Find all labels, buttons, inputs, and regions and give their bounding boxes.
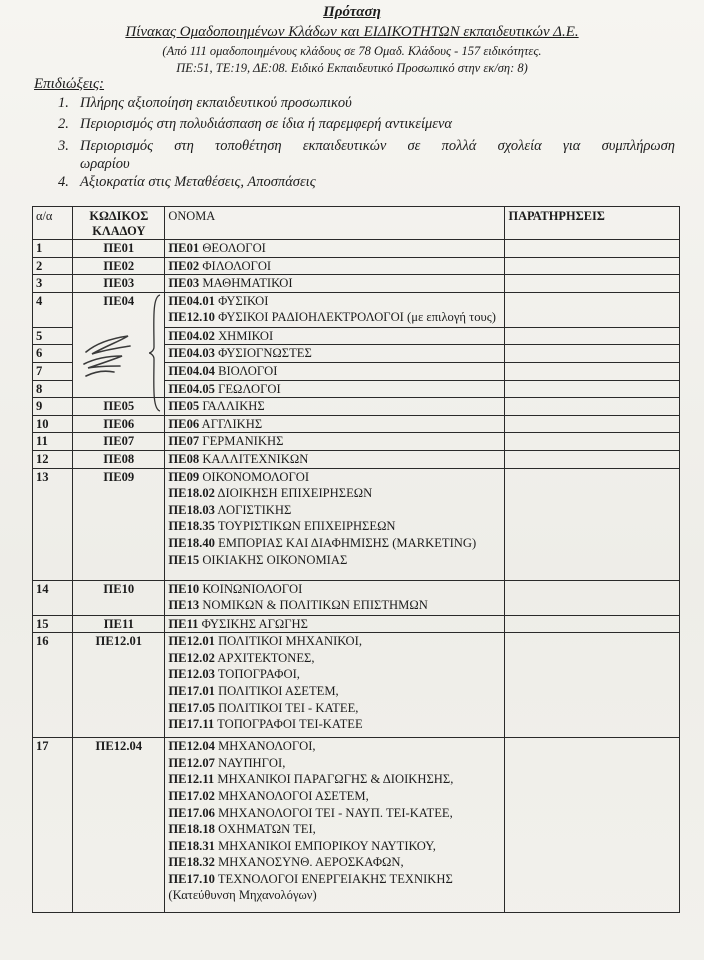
specialty-name: ΠΟΛΙΤΙΚΟΙ ΑΣΕΤΕΜ, [214, 683, 339, 698]
specialty-entry [168, 328, 501, 345]
row-names [165, 580, 505, 615]
table-row [33, 433, 680, 451]
specialty-code: ΠΕ17.01 [168, 683, 215, 698]
document-note-2: ΠΕ:51, ΤΕ:19, ΔΕ:08. Ειδικό Εκπαιδευτικό Προσωπικό στην εκ/ση: 8) [176, 61, 528, 75]
specialty-code: ΠΕ15 [168, 552, 200, 567]
row-code: ΠΕ12.01 [73, 633, 165, 738]
document-title: Πρόταση [323, 4, 381, 20]
specialty-code: ΠΕ18.02 [168, 486, 215, 501]
table-row [33, 275, 680, 293]
specialty-code: ΠΕ17.06 [168, 805, 215, 820]
row-code: ΠΕ05 [73, 398, 165, 416]
specialty-code: ΠΕ05 [168, 399, 200, 414]
row-code: ΠΕ10 [73, 580, 165, 615]
specialty-name: ΛΟΓΙΣΤΙΚΗΣ [214, 502, 292, 517]
specialty-name: ΦΙΛΟΛΟΓΟΙ [199, 258, 272, 273]
col-header-notes: ΠΑΡΑΤΗΡΗΣΕΙΣ [505, 207, 680, 240]
specialty-code: ΠΕ18.40 [168, 535, 215, 550]
table-row [33, 633, 680, 738]
specialty-code: ΠΕ17.05 [168, 700, 215, 715]
specialty-entry [168, 854, 501, 871]
specialty-entry [168, 258, 501, 275]
specialty-entry [168, 381, 501, 398]
specialty-name: ΓΕΩΛΟΓΟΙ [214, 381, 281, 396]
goal-text: Περιορισμός στη πολυδιάσπαση σε ίδια ή παρεμφερή αντικείμενα [80, 116, 453, 132]
specialty-name: ΜΑΘΗΜΑΤΙΚΟΙ [199, 276, 293, 291]
row-names [165, 633, 505, 738]
goal-item: 3. Περιορισμός στη τοποθέτηση εκπαιδευτικών σε πολλά σχολεία για συμπλήρωση ωραρίου [58, 138, 675, 172]
specialty-name: ΜΗΧΑΝΙΚΟΙ ΠΑΡΑΓΩΓΗΣ & ΔΙΟΙΚΗΣΗΣ, [214, 772, 454, 787]
row-index: 3 [33, 275, 73, 293]
specialty-name: (Κατεύθυνση Μηχανολόγων) [168, 888, 317, 903]
specialty-entry [168, 616, 501, 633]
specialty-code: ΠΕ12.01 [168, 634, 215, 649]
specialty-name: ΦΥΣΙΚΟΙ [214, 293, 269, 308]
specialty-name: ΦΥΣΙΚΟΙ ΡΑΔΙΟΗΛΕΚΤΡΟΛΟΓΟΙ (με επιλογή τους) [214, 310, 496, 325]
specialty-code: ΠΕ09 [168, 469, 200, 484]
table-row [33, 292, 680, 327]
specialty-code: ΠΕ02 [168, 258, 200, 273]
specialty-name: ΓΕΡΜΑΝΙΚΗΣ [199, 434, 284, 449]
row-index: 16 [33, 633, 73, 738]
row-names [165, 327, 505, 345]
row-notes [505, 580, 680, 615]
row-notes [505, 450, 680, 468]
specialty-code: ΠΕ08 [168, 451, 200, 466]
row-names [165, 362, 505, 380]
document-note-1: (Από 111 ομαδοποιημένους κλάδους σε 78 Ομαδ. Κλάδους - 157 ειδικότητες. [162, 44, 542, 58]
row-code: ΠΕ07 [73, 433, 165, 451]
specialty-code: ΠΕ18.18 [168, 822, 215, 837]
specialty-code: ΠΕ01 [168, 241, 200, 255]
table-row [33, 415, 680, 433]
row-notes [505, 633, 680, 738]
specialty-code: ΠΕ04.03 [168, 346, 215, 361]
specialty-entry [168, 700, 501, 717]
specialty-entry [168, 650, 501, 667]
specialty-code: ΠΕ17.11 [168, 717, 215, 732]
row-code: ΠΕ08 [73, 450, 165, 468]
specialty-name: ΜΗΧΑΝΟΛΟΓΟΙ ΑΣΕΤΕΜ, [214, 788, 369, 803]
row-notes [505, 398, 680, 416]
row-notes [505, 433, 680, 451]
col-header-name: ΟΝΟΜΑ [165, 207, 505, 240]
specialty-code: ΠΕ17.02 [168, 788, 215, 803]
row-notes [505, 240, 680, 258]
handwritten-scribble [80, 330, 140, 386]
row-index: 17 [33, 738, 73, 913]
specialty-name: ΦΥΣΙΚΗΣ ΑΓΩΓΗΣ [198, 616, 308, 631]
brace-mark [148, 293, 162, 413]
row-code: ΠΕ01 [73, 240, 165, 258]
specialty-name: ΔΙΟΙΚΗΣΗ ΕΠΙΧΕΙΡΗΣΕΩΝ [214, 486, 373, 501]
specialty-entry [168, 502, 501, 519]
specialty-name: ΝΟΜΙΚΩΝ & ΠΟΛΙΤΙΚΩΝ ΕΠΙΣΤΗΜΩΝ [199, 598, 428, 613]
specialty-entry [168, 597, 501, 614]
table-row [33, 738, 680, 913]
row-index: 1 [33, 240, 73, 258]
row-notes [505, 415, 680, 433]
specialty-code: ΠΕ12.02 [168, 650, 215, 665]
specialty-entry [168, 535, 501, 552]
row-names [165, 275, 505, 293]
specialty-name: ΚΟΙΝΩΝΙΟΛΟΓΟΙ [199, 581, 303, 596]
row-code: ΠΕ12.04 [73, 738, 165, 913]
specialty-entry [168, 451, 501, 468]
specialty-entry [168, 240, 501, 257]
row-index: 6 [33, 345, 73, 363]
row-names [165, 468, 505, 580]
specialty-name: ΤΟΥΡΙΣΤΙΚΩΝ ΕΠΙΧΕΙΡΗΣΕΩΝ [214, 519, 396, 534]
specialty-entry [168, 485, 501, 502]
row-code: ΠΕ02 [73, 257, 165, 275]
row-notes [505, 327, 680, 345]
row-names [165, 240, 505, 258]
specialty-entry [168, 416, 501, 433]
specialty-name: ΑΡΧΙΤΕΚΤΟΝΕΣ, [214, 650, 315, 665]
specialty-name: ΘΕΟΛΟΓΟΙ [199, 241, 266, 255]
specialty-name: ΓΑΛΛΙΚΗΣ [199, 399, 265, 414]
specialty-code: ΠΕ04.04 [168, 363, 215, 378]
row-index: 5 [33, 327, 73, 345]
specialty-entry [168, 821, 501, 838]
specialty-name: ΕΜΠΟΡΙΑΣ ΚΑΙ ΔΙΑΦΗΜΙΣΗΣ (MARKETING) [214, 535, 477, 550]
specialty-code: ΠΕ17.10 [168, 871, 215, 886]
row-notes [505, 738, 680, 913]
specialty-code: ΠΕ10 [168, 581, 200, 596]
table-row [33, 580, 680, 615]
row-notes [505, 292, 680, 327]
specialty-name: ΤΟΠΟΓΡΑΦΟΙ, [214, 667, 300, 682]
row-names [165, 292, 505, 327]
col-header-code: ΚΩΔΙΚΟΣ ΚΛΑΔΟΥ [73, 207, 165, 240]
specialty-entry [168, 771, 501, 788]
row-index: 15 [33, 615, 73, 633]
specialty-entry [168, 871, 501, 888]
specialty-code: ΠΕ18.35 [168, 519, 215, 534]
row-code: ΠΕ03 [73, 275, 165, 293]
row-notes [505, 468, 680, 580]
goal-text-cont: ωραρίου [80, 156, 130, 172]
specialty-code: ΠΕ04.01 [168, 293, 215, 308]
specialty-name: ΒΙΟΛΟΓΟΙ [214, 363, 278, 378]
row-index: 2 [33, 257, 73, 275]
row-names [165, 615, 505, 633]
row-index: 9 [33, 398, 73, 416]
specialty-name: ΧΗΜΙΚΟΙ [214, 328, 274, 343]
row-code: ΠΕ11 [73, 615, 165, 633]
row-code: ΠΕ06 [73, 415, 165, 433]
row-index: 12 [33, 450, 73, 468]
specialty-entry [168, 581, 501, 598]
specialty-entry [168, 433, 501, 450]
goal-item: 2. Περιορισμός στη πολυδιάσπαση σε ίδια ή παρεμφερή αντικείμενα [58, 116, 453, 132]
specialty-code: ΠΕ04.02 [168, 328, 215, 343]
specialty-code: ΠΕ12.03 [168, 667, 215, 682]
specialty-entry [168, 469, 501, 486]
specialty-name: ΟΙΚΙΑΚΗΣ ΟΙΚΟΝΟΜΙΑΣ [199, 552, 348, 567]
specialty-name: ΠΟΛΙΤΙΚΟΙ ΤΕΙ - ΚΑΤΕΕ, [214, 700, 359, 715]
specialty-name: ΠΟΛΙΤΙΚΟΙ ΜΗΧΑΝΙΚΟΙ, [214, 634, 362, 649]
specialty-code: ΠΕ13 [168, 598, 200, 613]
specialty-name: ΟΙΚΟΝΟΜΟΛΟΓΟΙ [199, 469, 310, 484]
table-row [33, 257, 680, 275]
specialty-name: ΝΑΥΠΗΓΟΙ, [214, 755, 286, 770]
document-subtitle: Πίνακας Ομαδοποιημένων Κλάδων και ΕΙΔΙΚΟΤΗΤΩΝ εκπαιδευτικών Δ.Ε. [125, 24, 579, 40]
row-names [165, 738, 505, 913]
specialty-entry [168, 716, 501, 733]
row-index: 13 [33, 468, 73, 580]
specialty-entry [168, 738, 501, 755]
row-notes [505, 275, 680, 293]
specialty-entry [168, 552, 501, 569]
specialty-entry [168, 363, 501, 380]
row-index: 4 [33, 292, 73, 327]
specialty-entry [168, 293, 501, 310]
goal-text: Αξιοκρατία στις Μεταθέσεις, Αποσπάσεις [80, 174, 316, 190]
row-code: ΠΕ09 [73, 468, 165, 580]
row-notes [505, 257, 680, 275]
table-row [33, 615, 680, 633]
specialty-code: ΠΕ18.31 [168, 838, 215, 853]
row-notes [505, 380, 680, 398]
specialty-entry [168, 398, 501, 415]
specialties-table [32, 206, 680, 913]
row-names [165, 398, 505, 416]
specialty-entry [168, 345, 501, 362]
specialty-code: ΠΕ04.05 [168, 381, 215, 396]
row-names [165, 257, 505, 275]
row-names [165, 433, 505, 451]
row-index: 7 [33, 362, 73, 380]
goal-item: 1. Πλήρης αξιοποίηση εκπαιδευτικού προσωπικού [58, 95, 352, 111]
goal-item: 4. Αξιοκρατία στις Μεταθέσεις, Αποσπάσεις [58, 174, 316, 190]
row-notes [505, 615, 680, 633]
specialty-name: ΤΕΧΝΟΛΟΓΟΙ ΕΝΕΡΓΕΙΑΚΗΣ ΤΕΧΝΙΚΗΣ [214, 871, 453, 886]
specialty-entry [168, 309, 501, 326]
specialty-entry [168, 755, 501, 772]
specialty-name: ΑΓΓΛΙΚΗΣ [199, 416, 263, 431]
row-names [165, 345, 505, 363]
specialty-entry [168, 838, 501, 855]
specialty-code: ΠΕ12.07 [168, 755, 215, 770]
goals-title: Επιδιώξεις: [34, 76, 105, 92]
specialty-entry [168, 683, 501, 700]
specialty-name: ΤΟΠΟΓΡΑΦΟΙ ΤΕΙ-ΚΑΤΕΕ [214, 717, 363, 732]
row-code: ΠΕ04 [73, 292, 165, 397]
row-names [165, 415, 505, 433]
goal-text: Περιορισμός στη τοποθέτηση εκπαιδευτικών σε πολλά σχολεία για συμπλήρωση [80, 138, 675, 154]
specialty-name: ΜΗΧΑΝΟΣΥΝΘ. ΑΕΡΟΣΚΑΦΩΝ, [214, 855, 404, 870]
specialty-entry [168, 275, 501, 292]
col-header-index: α/α [33, 207, 73, 240]
row-index: 14 [33, 580, 73, 615]
specialty-name: ΦΥΣΙΟΓΝΩΣΤΕΣ [214, 346, 312, 361]
specialty-code: ΠΕ12.04 [168, 739, 215, 754]
specialty-entry [168, 805, 501, 822]
specialty-code: ΠΕ11 [168, 616, 199, 631]
table-row [33, 240, 680, 258]
table-header-row [33, 207, 680, 240]
specialty-entry [168, 633, 501, 650]
specialty-entry [168, 887, 501, 904]
table-row [33, 398, 680, 416]
row-names [165, 380, 505, 398]
row-notes [505, 362, 680, 380]
row-index: 11 [33, 433, 73, 451]
row-names [165, 450, 505, 468]
table-row [33, 468, 680, 580]
row-index: 8 [33, 380, 73, 398]
specialty-entry [168, 788, 501, 805]
specialty-name: ΜΗΧΑΝΟΛΟΓΟΙ ΤΕΙ - ΝΑΥΠ. ΤΕΙ-ΚΑΤΕΕ, [214, 805, 453, 820]
specialty-code: ΠΕ03 [168, 276, 200, 291]
specialty-entry [168, 666, 501, 683]
row-notes [505, 345, 680, 363]
specialty-name: ΜΗΧΑΝΟΛΟΓΟΙ, [214, 739, 316, 754]
specialty-name: ΜΗΧΑΝΙΚΟΙ ΕΜΠΟΡΙΚΟΥ ΝΑΥΤΙΚΟΥ, [214, 838, 436, 853]
specialty-code: ΠΕ12.10 [168, 310, 215, 325]
specialty-code: ΠΕ07 [168, 434, 200, 449]
specialty-code: ΠΕ06 [168, 416, 200, 431]
specialty-code: ΠΕ12.11 [168, 772, 215, 787]
specialty-entry [168, 518, 501, 535]
specialty-name: ΟΧΗΜΑΤΩΝ ΤΕΙ, [214, 822, 316, 837]
specialty-code: ΠΕ18.32 [168, 855, 215, 870]
goal-text: Πλήρης αξιοποίηση εκπαιδευτικού προσωπικού [80, 95, 352, 111]
specialty-code: ΠΕ18.03 [168, 502, 215, 517]
row-index: 10 [33, 415, 73, 433]
table-row [33, 450, 680, 468]
specialty-name: ΚΑΛΛΙΤΕΧΝΙΚΩΝ [199, 451, 309, 466]
